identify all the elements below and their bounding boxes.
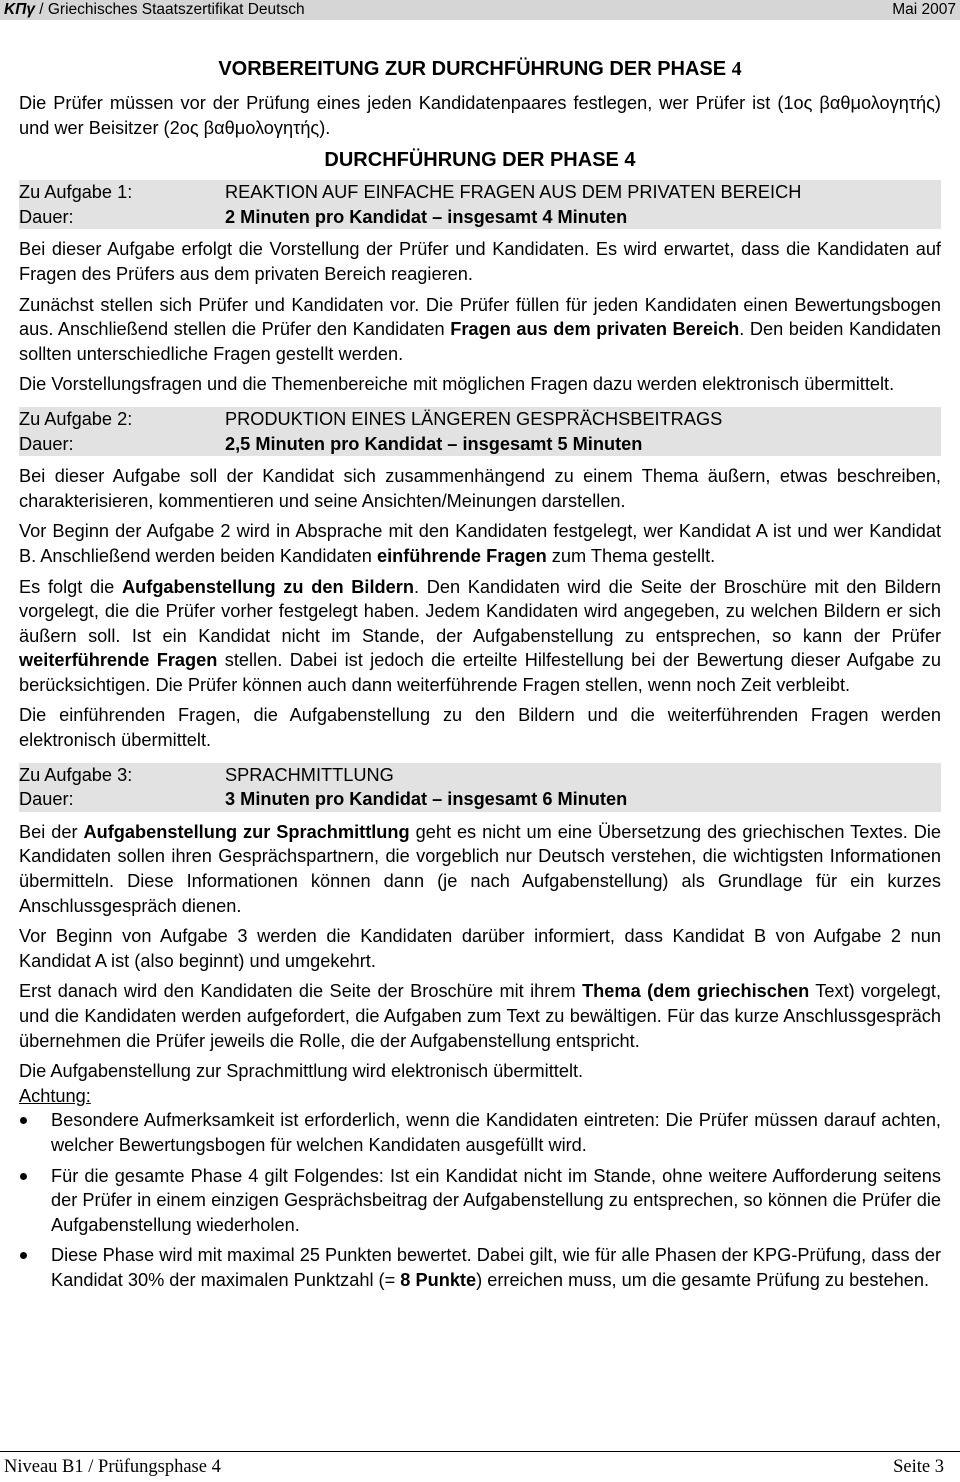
task2-duration: 2,5 Minuten pro Kandidat – insgesamt 5 Minuten (225, 433, 643, 454)
task1-paragraph-1: Bei dieser Aufgabe erfolgt die Vorstellung der Prüfer und Kandidaten. Es wird erwartet, dass die Kandidaten auf Fragen des Prüfers aus dem privaten Bereich reagieren. (19, 239, 941, 284)
task1-row-duration (19, 205, 941, 230)
task3-paragraph-2: Vor Beginn von Aufgabe 3 werden die Kandidaten darüber informiert, dass Kandidat B von Aufgabe 2 nun Kandidat A ist (also beginnt) und umgekehrt. (19, 926, 941, 971)
page-title (19, 55, 941, 83)
document-body (19, 55, 941, 1299)
task3-box (19, 763, 941, 812)
attention-item (19, 1164, 941, 1238)
attention-item-text-end: ) erreichen muss, um die gesamte Prüfung zu bestehen. (476, 1269, 930, 1290)
task1-row-name (19, 180, 941, 205)
attention-item-text: Diese Phase wird mit maximal 25 Punkten bewertet. Dabei gilt, wie für alle Phasen der KPG-Prüfung, dass der Kandidat 30% der maximalen Punktzahl (= (51, 1245, 941, 1290)
task1-box (19, 180, 941, 229)
section-subtitle: DURCHFÜHRUNG DER PHASE 4 (324, 149, 636, 172)
task2-p3-bold: Aufgabenstellung zu den Bildern (122, 576, 414, 597)
task3-p3-text: Erst danach wird den Kandidaten die Seite der Broschüre mit ihrem (19, 981, 583, 1002)
page-header (0, 0, 960, 20)
task3-p1-bold: Aufgabenstellung zur Sprachmittlung (83, 821, 410, 842)
attention-item-bold: 8 Punkte (400, 1269, 477, 1290)
task1-paragraph-2 (19, 293, 941, 367)
task2-box (19, 407, 941, 456)
header-left (4, 0, 305, 20)
task1-p2-bold: Fragen aus dem privaten Bereich (450, 319, 740, 340)
footer-level: Niveau B1 / Prüfungsphase 4 (4, 1457, 221, 1477)
task2-paragraph-4: Die einführenden Fragen, die Aufgabenstellung zu den Bildern und die weiterführenden Fragen werden elektronisch übermittelt. (19, 705, 941, 751)
task3-duration-label: Dauer: (19, 789, 74, 810)
task1-duration: 2 Minuten pro Kandidat – insgesamt 4 Minuten (225, 206, 628, 227)
task3-name: SPRACHMITTLUNG (225, 764, 394, 785)
task1-p2-text-end: . Den beiden Kandidaten sollten unterschiedliche Fragen gestellt werden. (19, 319, 941, 364)
task1-label: Zu Aufgabe 1: (19, 182, 133, 203)
attention-item-text: Für die gesamte Phase 4 gilt Folgendes: Ist ein Kandidat nicht im Stande, ohne weitere Aufforderung seitens der Prüfer in einem einzigen Gesprächsbeitrag der Aufgabenstellung zu entsprechen, so können die Prüfer die Aufgabenstellung wiederholen. (51, 1165, 941, 1235)
bullet-icon (20, 1173, 27, 1180)
task3-row-duration (19, 787, 941, 812)
task3-p1-text-end: geht es nicht um eine Übersetzung des griechischen Textes. Die Kandidaten sollen ihren Gesprächspartnern, die vorgeblich nur Deutsch verstehen, die wichtigsten Informationen übermitteln. Diese Informationen können dann (je nach Aufgabenstellung) als Grundlage für ein kurzes Anschlussgespräch dienen. (19, 821, 941, 916)
page-title-number: 4 (731, 58, 742, 80)
task3-paragraph-4: Die Aufgabenstellung zur Sprachmittlung wird elektronisch übermittelt. (19, 1061, 584, 1082)
page-footer (0, 1451, 960, 1482)
footer-page-number: Seite 3 (893, 1457, 944, 1477)
task3-p3-text-end: Text) vorgelegt, und die Kandidaten werden aufgefordert, die Aufgaben zum Text zu bewältigen. Für das kurze Anschlussgespräch übernehmen die Prüfer jeweils die Rolle, die der Aufgabenstellung entspricht. (19, 981, 942, 1051)
header-brand: ΚΠγ (4, 1, 35, 18)
task3-label: Zu Aufgabe 3: (19, 764, 133, 785)
attention-item (19, 1108, 941, 1157)
task2-label: Zu Aufgabe 2: (19, 408, 133, 429)
attention-label: Achtung: (19, 1085, 91, 1106)
task2-name: PRODUKTION EINES LÄNGEREN GESPRÄCHSBEITRAGS (225, 408, 723, 429)
page-title-text: VORBEREITUNG ZUR DURCHFÜHRUNG DER PHASE (218, 58, 732, 80)
task2-p2-text: Vor Beginn der Aufgabe 2 wird in Absprache mit den Kandidaten festgelegt, wer Kandidat A ist und wer Kandidat B. Anschließend werden beiden Kandidaten (19, 521, 941, 566)
bullet-icon (20, 1252, 27, 1259)
task2-p3-text-end: stellen. Dabei ist jedoch die erteilte Hilfestellung bei der Bewertung dieser Aufgabe zu berücksichtigen. Die Prüfer können auch dann weiterführende Fragen stellen, wenn noch Zeit verbleibt. (19, 650, 941, 695)
task3-paragraph-1 (19, 820, 941, 918)
task3-p3-bold: Thema (dem griechischen (582, 981, 810, 1002)
bullet-icon (20, 1117, 27, 1124)
task3-paragraph-3 (19, 979, 941, 1053)
task2-duration-label: Dauer: (19, 433, 74, 454)
task2-p3-bold-2: weiterführende Fragen (19, 650, 218, 671)
task1-paragraph-3: Die Vorstellungsfragen und die Themenbereiche mit möglichen Fragen dazu werden elektronisch übermittelt. (19, 374, 895, 395)
task1-name: REAKTION AUF EINFACHE FRAGEN AUS DEM PRIVATEN BEREICH (225, 182, 802, 203)
task3-duration: 3 Minuten pro Kandidat – insgesamt 6 Minuten (225, 789, 628, 810)
header-title: / Griechisches Staatszertifikat Deutsch (34, 1, 305, 18)
task2-p3-text: Es folgt die (19, 576, 123, 597)
attention-list (19, 1108, 941, 1292)
task2-paragraph-2 (19, 519, 941, 568)
task2-paragraph-3 (19, 575, 941, 698)
task2-p2-bold: einführende Fragen (376, 545, 547, 566)
task3-row-name (19, 763, 941, 788)
task1-duration-label: Dauer: (19, 206, 74, 227)
task2-row-duration (19, 432, 941, 457)
task2-p3-text-mid: . Den Kandidaten wird die Seite der Broschüre mit den Bildern vorgelegt, die die Prüfer vorher festgelegt haben. Jedem Kandidaten wird angegeben, zu welchen Bildern er sich äußern soll. Ist ein Kandidat nicht im Stande, der Aufgabenstellung zu entsprechen, so kann der Prüfer (19, 576, 941, 646)
task2-p2-text-end: zum Thema gestellt. (546, 545, 716, 566)
intro-paragraph: Die Prüfer müssen vor der Prüfung eines jeden Kandidatenpaares festlegen, wer Prüfer ist (1ος βαθμολογητής) und wer Beisitzer (2ος βαθμολογητής). (19, 93, 941, 138)
header-date: Mai 2007 (892, 1, 956, 18)
task2-row-name (19, 407, 941, 432)
task1-p2-text: Zunächst stellen sich Prüfer und Kandidaten vor. Die Prüfer füllen für jeden Kandidaten einen Bewertungsbogen aus. Anschließend stellen die Prüfer den Kandidaten (19, 294, 941, 340)
task2-paragraph-1: Bei dieser Aufgabe soll der Kandidat sich zusammenhängend zu einem Thema äußern, etwas beschreiben, charakterisieren, kommentieren und seine Ansichten/Meinungen darstellen. (19, 466, 941, 511)
attention-item (19, 1243, 941, 1292)
attention-item-text: Besondere Aufmerksamkeit ist erforderlich, wenn die Kandidaten eintreten: Die Prüfer müssen darauf achten, welcher Bewertungsbogen für welchen Kandidaten ausgefüllt wird. (51, 1110, 941, 1155)
task3-p1-text: Bei der (19, 821, 84, 842)
